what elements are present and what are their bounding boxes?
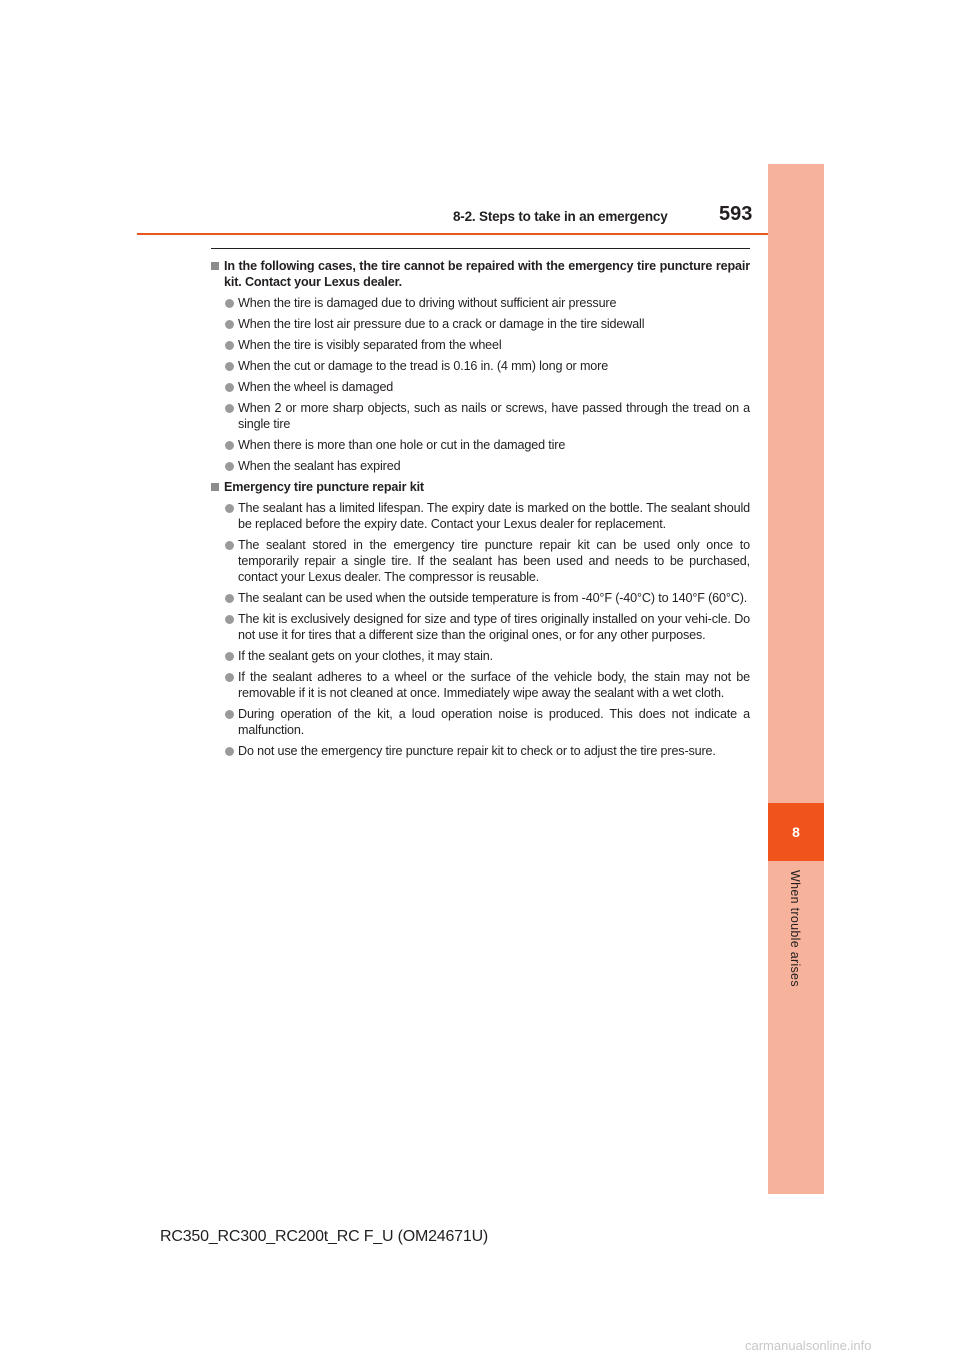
section-heading-text: Emergency tire puncture repair kit bbox=[224, 480, 424, 494]
list-item-text: When the tire lost air pressure due to a crack or damage in the tire sidewall bbox=[238, 317, 645, 331]
square-bullet-icon bbox=[211, 262, 219, 270]
list-item-text: When there is more than one hole or cut in the damaged tire bbox=[238, 438, 566, 452]
list-item-text: When the cut or damage to the tread is 0.16 in. (4 mm) long or more bbox=[238, 359, 609, 373]
watermark: carmanualsonline.info bbox=[745, 1338, 872, 1353]
list-item bbox=[211, 358, 750, 374]
list-item bbox=[211, 500, 750, 532]
list-item-text: The kit is exclusively designed for size and type of tires originally installed on your vehi-cle. Do not use it for tires that a different size than the original ones, or for any other purposes. bbox=[238, 612, 750, 642]
list-item bbox=[211, 537, 750, 585]
circle-bullet-icon bbox=[225, 615, 234, 624]
side-tab-chapter-number: 8 bbox=[768, 803, 824, 861]
side-tab-label: When trouble arises bbox=[788, 870, 802, 987]
list-item bbox=[211, 400, 750, 432]
section-heading bbox=[211, 258, 750, 290]
side-tab-band bbox=[768, 164, 824, 1194]
circle-bullet-icon bbox=[225, 594, 234, 603]
circle-bullet-icon bbox=[225, 404, 234, 413]
list-item bbox=[211, 316, 750, 332]
section-heading-text: In the following cases, the tire cannot be repaired with the emergency tire puncture repair kit. Contact your Lexus dealer. bbox=[224, 259, 750, 289]
list-item bbox=[211, 458, 750, 474]
list-item bbox=[211, 590, 750, 606]
circle-bullet-icon bbox=[225, 541, 234, 550]
list-item-text: When 2 or more sharp objects, such as nails or screws, have passed through the tread on a single tire bbox=[238, 401, 750, 431]
circle-bullet-icon bbox=[225, 441, 234, 450]
list-item-text: When the tire is visibly separated from the wheel bbox=[238, 338, 502, 352]
circle-bullet-icon bbox=[225, 362, 234, 371]
footer-model-code: RC350_RC300_RC200t_RC F_U (OM24671U) bbox=[160, 1228, 489, 1245]
header-section-title: 8-2. Steps to take in an emergency bbox=[453, 209, 668, 224]
circle-bullet-icon bbox=[225, 383, 234, 392]
list-item-text: When the tire is damaged due to driving without sufficient air pressure bbox=[238, 296, 617, 310]
list-item-text: If the sealant adheres to a wheel or the surface of the vehicle body, the stain may not be removable if it is not cleaned at once. Immediately wipe away the sealant with a wet cloth. bbox=[238, 670, 750, 700]
list-item-text: The sealant has a limited lifespan. The expiry date is marked on the bottle. The sealant should be replaced before the expiry date. Contact your Lexus dealer for replacement. bbox=[238, 501, 750, 531]
list-item bbox=[211, 743, 750, 759]
circle-bullet-icon bbox=[225, 652, 234, 661]
circle-bullet-icon bbox=[225, 673, 234, 682]
list-item bbox=[211, 295, 750, 311]
header-divider bbox=[137, 233, 824, 235]
circle-bullet-icon bbox=[225, 710, 234, 719]
content-body bbox=[211, 258, 750, 764]
circle-bullet-icon bbox=[225, 341, 234, 350]
list-item bbox=[211, 669, 750, 701]
list-item-text: Do not use the emergency tire puncture repair kit to check or to adjust the tire pres-sure. bbox=[238, 744, 716, 758]
list-item bbox=[211, 706, 750, 738]
list-item-text: When the wheel is damaged bbox=[238, 380, 394, 394]
list-item-text: During operation of the kit, a loud operation noise is produced. This does not indicate a malfunction. bbox=[238, 707, 750, 737]
list-item bbox=[211, 379, 750, 395]
list-item-text: The sealant stored in the emergency tire puncture repair kit can be used only once to temporarily repair a single tire. If the sealant has been used and needs to be purchased, contact your Lexus dealer. The compressor is reusable. bbox=[238, 538, 750, 584]
circle-bullet-icon bbox=[225, 299, 234, 308]
circle-bullet-icon bbox=[225, 504, 234, 513]
list-item bbox=[211, 337, 750, 353]
list-item-text: When the sealant has expired bbox=[238, 459, 401, 473]
circle-bullet-icon bbox=[225, 320, 234, 329]
section-heading bbox=[211, 479, 750, 495]
circle-bullet-icon bbox=[225, 747, 234, 756]
list-item bbox=[211, 611, 750, 643]
list-item bbox=[211, 437, 750, 453]
list-item-text: The sealant can be used when the outside temperature is from -40°F (-40°C) to 140°F (60°C). bbox=[238, 591, 748, 605]
list-item bbox=[211, 648, 750, 664]
square-bullet-icon bbox=[211, 483, 219, 491]
list-item-text: If the sealant gets on your clothes, it may stain. bbox=[238, 649, 494, 663]
circle-bullet-icon bbox=[225, 462, 234, 471]
page-number: 593 bbox=[719, 203, 753, 225]
content-top-rule bbox=[211, 248, 750, 249]
